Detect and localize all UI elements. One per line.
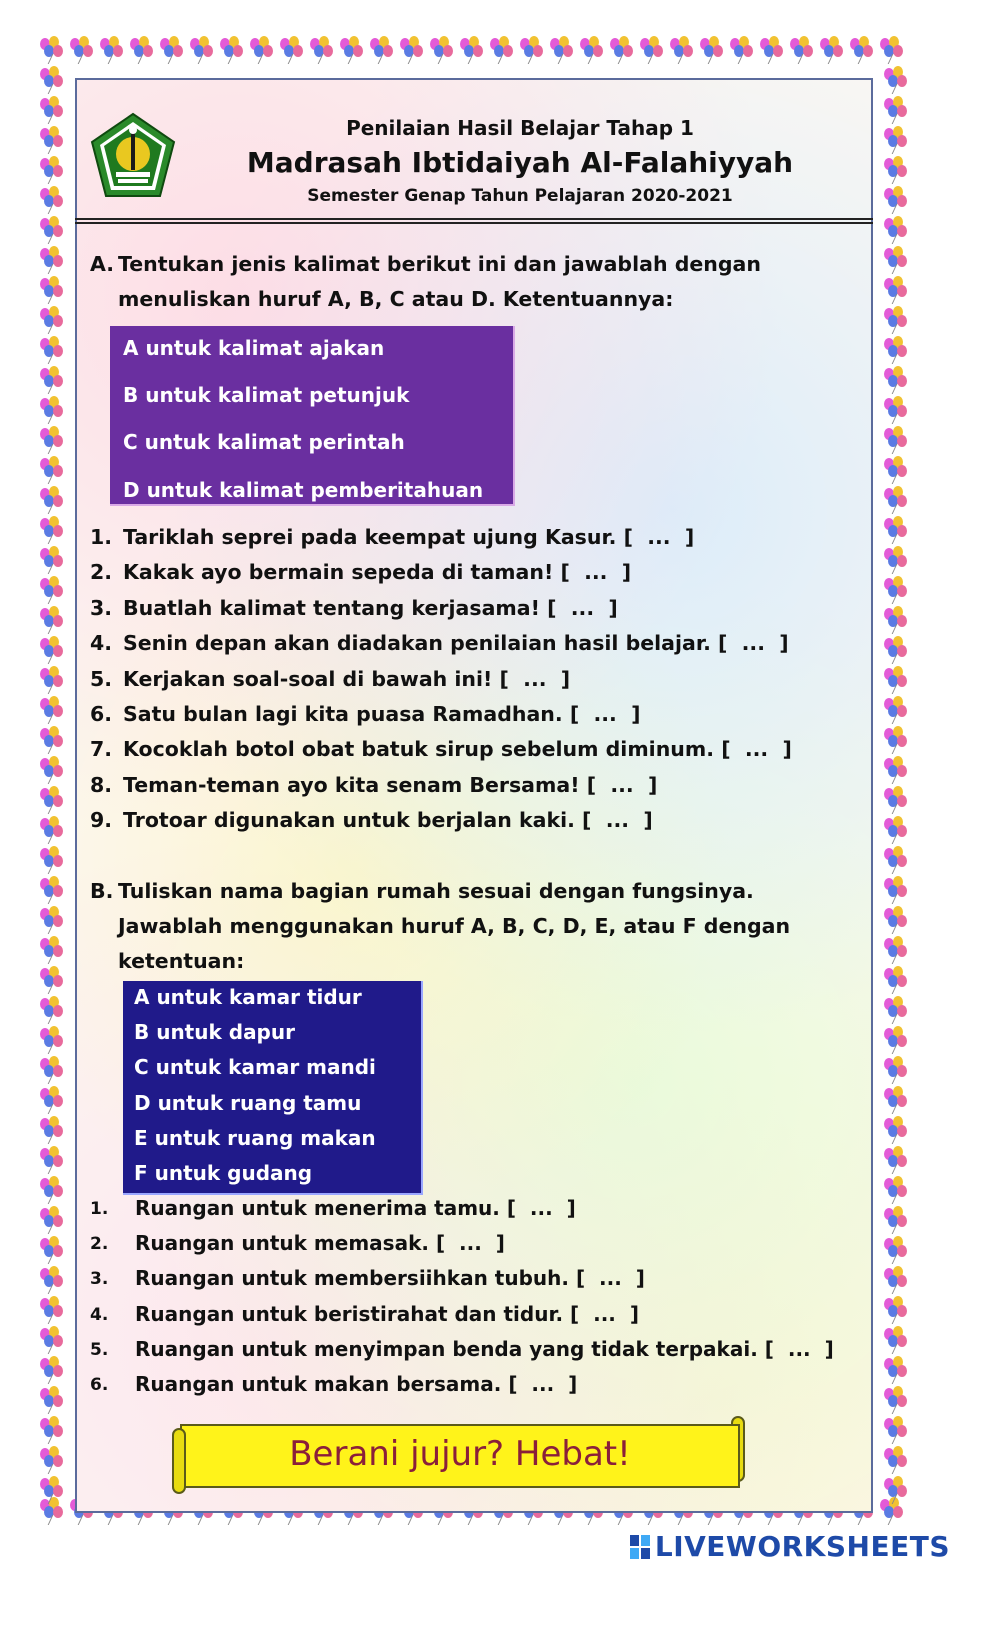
question-number: 5. [90, 1339, 109, 1360]
balloon-icon [38, 1176, 68, 1206]
question-text: Tariklah seprei pada keempat ujung Kasur. [123, 525, 617, 549]
balloon-icon [882, 336, 912, 366]
balloon-icon [578, 36, 608, 66]
balloon-icon [188, 36, 218, 66]
balloon-icon [38, 516, 68, 546]
question-item [135, 1337, 834, 1361]
balloon-icon [882, 1326, 912, 1356]
question-text: Buatlah kalimat tentang kerjasama! [123, 595, 540, 620]
balloon-icon [882, 576, 912, 606]
question-number: 7. [90, 737, 113, 762]
balloon-icon [38, 876, 68, 906]
answer-field[interactable]: [ ... ] [721, 737, 792, 762]
balloon-icon [882, 996, 912, 1026]
balloon-icon [278, 36, 308, 66]
balloon-icon [398, 36, 428, 66]
balloon-icon [248, 36, 278, 66]
balloon-icon [38, 1476, 68, 1506]
question-item [135, 1231, 505, 1255]
question-item [123, 737, 792, 761]
balloon-icon [882, 606, 912, 636]
question-item [123, 702, 641, 726]
balloon-icon [38, 1056, 68, 1086]
balloon-icon [608, 36, 638, 66]
answer-field[interactable]: [ ... ] [570, 1301, 639, 1326]
balloon-icon [882, 216, 912, 246]
balloon-icon [882, 1206, 912, 1236]
balloon-icon [368, 36, 398, 66]
balloon-icon [38, 246, 68, 276]
header-divider [75, 218, 873, 220]
liveworksheets-brand-text: LIVEWORKSHEETS [654, 1530, 950, 1563]
question-text: Kakak ayo bermain sepeda di taman! [123, 560, 554, 585]
balloon-icon [38, 696, 68, 726]
balloon-icon [882, 546, 912, 576]
balloon-icon [882, 1476, 912, 1506]
answer-field[interactable]: [ ... ] [435, 1231, 505, 1256]
balloon-icon [882, 126, 912, 156]
question-text: Ruangan untuk menerima tamu. [135, 1196, 500, 1220]
balloon-icon [788, 36, 818, 66]
balloon-icon [98, 36, 128, 66]
question-number: 2. [90, 560, 113, 585]
section-b-instruction: Tuliskan nama bagian rumah sesuai dengan fungsinya. [118, 879, 754, 903]
balloon-icon [38, 786, 68, 816]
balloon-icon [458, 36, 488, 66]
question-number: 4. [90, 631, 113, 656]
question-text: Ruangan untuk menyimpan benda yang tidak terpakai. [135, 1336, 758, 1361]
question-text: Ruangan untuk membersiihkan tubuh. [135, 1266, 569, 1291]
balloon-icon [38, 126, 68, 156]
header-semester: Semester Genap Tahun Pelajaran 2020-2021 [307, 186, 733, 206]
balloon-icon [882, 276, 912, 306]
balloon-icon [882, 846, 912, 876]
balloon-icon [38, 636, 68, 666]
header-divider [75, 222, 873, 224]
balloon-icon [728, 36, 758, 66]
balloon-icon [38, 756, 68, 786]
balloon-icon [38, 1326, 68, 1356]
question-item [123, 667, 570, 691]
balloon-icon [38, 1356, 68, 1386]
legend-item: B untuk dapur [134, 1020, 295, 1044]
balloon-icon [882, 966, 912, 996]
answer-field[interactable]: [ ... ] [569, 702, 641, 726]
question-number: 3. [90, 1269, 109, 1290]
legend-item: D untuk ruang tamu [134, 1091, 362, 1115]
section-a-instruction: Tentukan jenis kalimat berikut ini dan jawablah dengan [118, 252, 761, 276]
balloon-icon [882, 66, 912, 96]
balloon-icon [882, 1236, 912, 1266]
balloon-icon [548, 36, 578, 66]
question-number: 5. [90, 666, 113, 691]
madrasah-logo-icon [88, 112, 178, 200]
balloon-icon [882, 1086, 912, 1116]
balloon-icon [38, 546, 68, 576]
question-number: 6. [90, 702, 113, 726]
question-number: 4. [90, 1304, 109, 1325]
question-number: 1. [90, 1199, 109, 1219]
balloon-border-left [38, 66, 68, 1506]
section-a-letter: A. [90, 252, 115, 276]
balloon-icon [882, 696, 912, 726]
balloon-icon [128, 36, 158, 66]
question-text: Senin depan akan diadakan penilaian hasil belajar. [123, 631, 711, 656]
balloon-border-top [38, 36, 908, 66]
balloon-icon [38, 336, 68, 366]
balloon-icon [38, 216, 68, 246]
question-number: 8. [90, 772, 113, 797]
balloon-icon [878, 36, 908, 66]
balloon-icon [882, 456, 912, 486]
balloon-icon [428, 36, 458, 66]
balloon-icon [38, 456, 68, 486]
balloon-icon [38, 1446, 68, 1476]
question-text: Satu bulan lagi kita puasa Ramadhan. [123, 702, 563, 726]
balloon-icon [638, 36, 668, 66]
question-text: Ruangan untuk memasak. [135, 1231, 429, 1256]
balloon-border-right [882, 66, 912, 1506]
balloon-icon [882, 876, 912, 906]
balloon-icon [882, 636, 912, 666]
legend-item: B untuk kalimat petunjuk [123, 383, 410, 407]
balloon-icon [882, 1116, 912, 1146]
question-item [123, 596, 618, 620]
balloon-icon [882, 156, 912, 186]
balloon-icon [882, 1446, 912, 1476]
balloon-icon [38, 846, 68, 876]
balloon-icon [882, 1146, 912, 1176]
balloon-icon [38, 66, 68, 96]
section-a-legend-box [110, 326, 515, 506]
question-text: Teman-teman ayo kita senam Bersama! [123, 772, 580, 797]
answer-field[interactable]: [ ... ] [575, 1266, 645, 1291]
balloon-icon [882, 1176, 912, 1206]
balloon-icon [68, 36, 98, 66]
answer-field[interactable]: [ ... ] [582, 808, 653, 833]
balloon-icon [38, 1146, 68, 1176]
balloon-icon [38, 1086, 68, 1116]
legend-item: A untuk kalimat ajakan [123, 336, 385, 360]
question-number: 1. [90, 525, 113, 549]
balloon-icon [38, 396, 68, 426]
balloon-icon [882, 186, 912, 216]
balloon-icon [38, 576, 68, 606]
balloon-icon [882, 486, 912, 516]
balloon-icon [882, 1056, 912, 1086]
balloon-icon [38, 276, 68, 306]
balloon-icon [38, 1206, 68, 1236]
answer-field[interactable]: [ ... ] [499, 666, 571, 691]
balloon-icon [882, 786, 912, 816]
balloon-icon [882, 396, 912, 426]
balloon-icon [882, 1266, 912, 1296]
balloon-icon [38, 936, 68, 966]
balloon-icon [818, 36, 848, 66]
balloon-icon [158, 36, 188, 66]
balloon-icon [38, 1296, 68, 1326]
question-item [135, 1372, 577, 1396]
question-item [123, 773, 657, 797]
balloon-icon [38, 36, 68, 66]
balloon-icon [882, 906, 912, 936]
balloon-icon [38, 96, 68, 126]
answer-field[interactable]: [ ... ] [623, 525, 695, 549]
balloon-icon [38, 1116, 68, 1146]
banner-scroll-end [172, 1428, 186, 1494]
section-b-instruction: ketentuan: [118, 949, 245, 973]
question-number: 3. [90, 595, 113, 620]
question-text: Kerjakan soal-soal di bawah ini! [123, 666, 493, 691]
balloon-icon [38, 906, 68, 936]
balloon-icon [882, 96, 912, 126]
balloon-icon [882, 1296, 912, 1326]
balloon-icon [882, 816, 912, 846]
balloon-icon [882, 936, 912, 966]
balloon-icon [882, 1416, 912, 1446]
balloon-icon [38, 306, 68, 336]
answer-field[interactable]: [ ... ] [506, 1196, 576, 1220]
balloon-icon [882, 426, 912, 456]
question-text: Ruangan untuk beristirahat dan tidur. [135, 1301, 564, 1326]
balloon-icon [38, 1266, 68, 1296]
answer-field[interactable]: [ ... ] [547, 595, 618, 620]
section-b-instruction: Jawablah menggunakan huruf A, B, C, D, E, atau F dengan [118, 914, 791, 938]
answer-field[interactable]: [ ... ] [764, 1336, 834, 1361]
balloon-icon [488, 36, 518, 66]
balloon-icon [882, 756, 912, 786]
balloon-icon [38, 366, 68, 396]
question-item [123, 560, 631, 584]
legend-item: A untuk kamar tidur [134, 985, 362, 1009]
balloon-icon [518, 36, 548, 66]
answer-field[interactable]: [ ... ] [560, 560, 632, 585]
question-item [135, 1266, 645, 1290]
balloon-icon [882, 246, 912, 276]
balloon-icon [38, 606, 68, 636]
balloon-icon [308, 36, 338, 66]
question-item [123, 808, 653, 832]
answer-field[interactable]: [ ... ] [586, 772, 658, 797]
header-title-line-1: Penilaian Hasil Belajar Tahap 1 [346, 116, 694, 140]
legend-item: C untuk kalimat perintah [123, 430, 405, 454]
question-item [123, 525, 694, 549]
balloon-icon [38, 186, 68, 216]
legend-item: E untuk ruang makan [134, 1126, 376, 1150]
balloon-icon [38, 1026, 68, 1056]
header-school-name: Madrasah Ibtidaiyah Al-Falahiyyah [246, 146, 794, 179]
balloon-icon [218, 36, 248, 66]
balloon-icon [882, 1356, 912, 1386]
balloon-icon [38, 816, 68, 846]
balloon-icon [38, 1386, 68, 1416]
balloon-icon [38, 426, 68, 456]
question-item [135, 1196, 576, 1220]
question-number: 2. [90, 1234, 109, 1255]
balloon-icon [698, 36, 728, 66]
balloon-icon [38, 996, 68, 1026]
question-number: 9. [90, 808, 113, 833]
question-item [123, 631, 789, 655]
legend-item: D untuk kalimat pemberitahuan [123, 478, 484, 502]
motivation-banner-text: Berani jujur? Hebat! [289, 1434, 631, 1474]
liveworksheets-watermark[interactable] [629, 1530, 950, 1563]
balloon-icon [882, 366, 912, 396]
legend-item: C untuk kamar mandi [134, 1055, 376, 1079]
question-text: Ruangan untuk makan bersama. [135, 1372, 502, 1396]
answer-field[interactable]: [ ... ] [508, 1372, 578, 1396]
answer-field[interactable]: [ ... ] [718, 631, 789, 656]
balloon-icon [882, 1386, 912, 1416]
section-b-letter: B. [90, 879, 114, 903]
question-text: Kocoklah botol obat batuk sirup sebelum diminum. [123, 737, 715, 762]
balloon-icon [338, 36, 368, 66]
balloon-icon [882, 306, 912, 336]
balloon-icon [38, 1416, 68, 1446]
question-item [135, 1302, 639, 1326]
balloon-icon [882, 726, 912, 756]
question-number: 6. [90, 1375, 109, 1395]
balloon-icon [38, 1236, 68, 1266]
balloon-icon [882, 666, 912, 696]
balloon-icon [38, 726, 68, 756]
liveworksheets-icon [629, 1533, 651, 1561]
balloon-icon [38, 486, 68, 516]
section-a-instruction: menuliskan huruf A, B, C atau D. Ketentuannya: [118, 287, 674, 311]
section-b-legend-box [123, 981, 423, 1195]
balloon-icon [38, 966, 68, 996]
balloon-icon [882, 1026, 912, 1056]
balloon-icon [882, 516, 912, 546]
balloon-icon [38, 156, 68, 186]
balloon-icon [38, 666, 68, 696]
balloon-icon [848, 36, 878, 66]
legend-item: F untuk gudang [134, 1161, 313, 1185]
balloon-icon [758, 36, 788, 66]
question-text: Trotoar digunakan untuk berjalan kaki. [123, 808, 575, 833]
balloon-icon [668, 36, 698, 66]
